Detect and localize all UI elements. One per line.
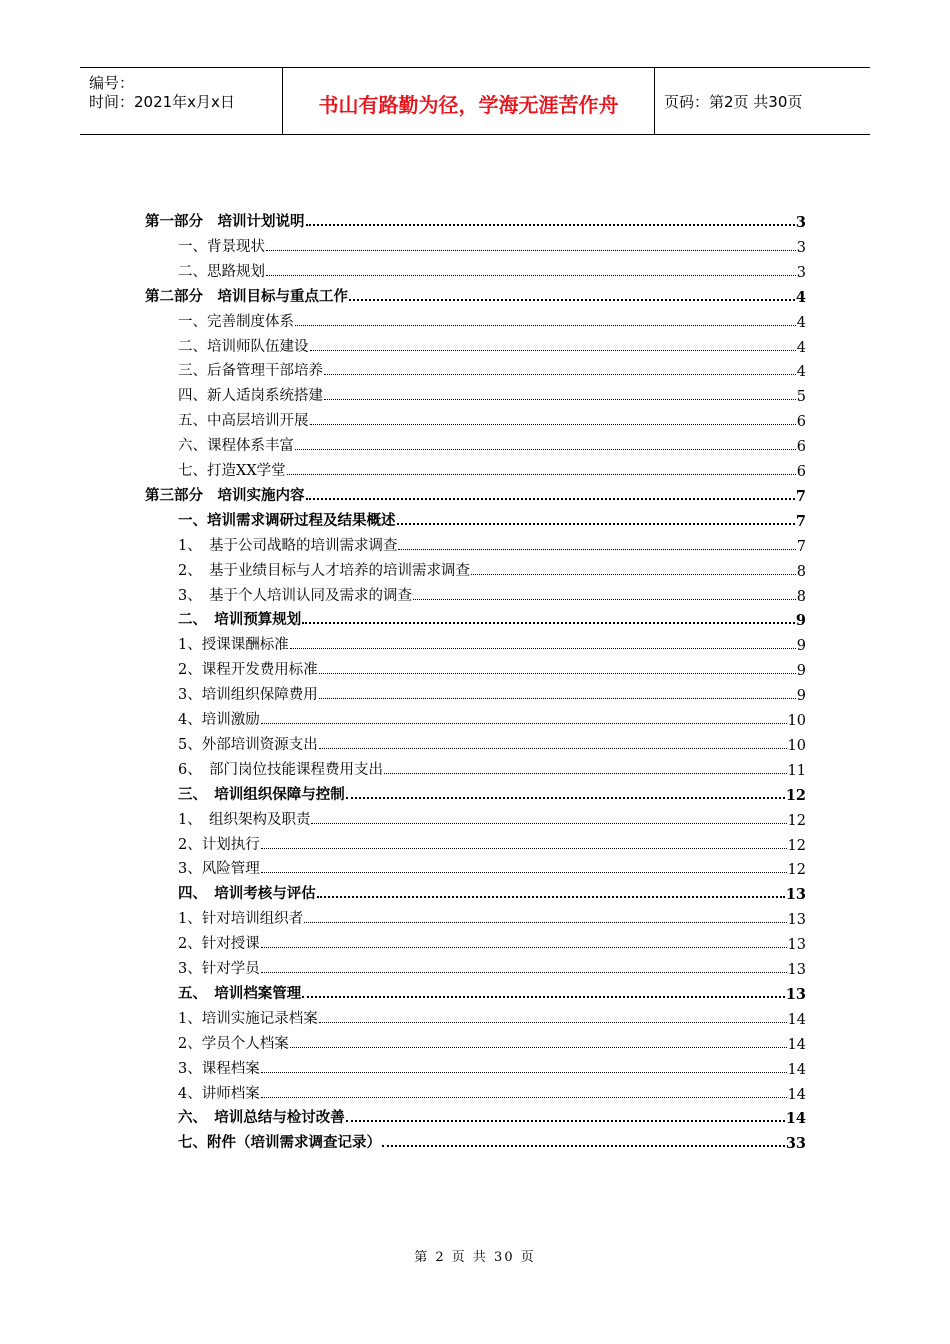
toc-entry-label: 2、计划执行 [178, 836, 260, 853]
toc-entry-label: 六、课程体系丰富 [178, 438, 294, 455]
header-page-info-cell [655, 68, 870, 134]
toc-entry-label: 1、 基于公司战略的培训需求调查 [178, 537, 398, 554]
toc-entry[interactable] [145, 483, 806, 505]
toc-entry-label: 4、讲师档案 [178, 1085, 260, 1102]
toc-entry-page-number: 9 [795, 612, 806, 630]
toc-entry-page-number: 12 [787, 837, 806, 854]
toc-dot-leader [287, 474, 796, 475]
toc-entry-label: 1、针对培训组织者 [178, 911, 304, 928]
toc-entry-label: 2、 基于业绩目标与人才培养的培训需求调查 [178, 562, 470, 579]
toc-dot-leader [398, 549, 795, 550]
toc-entry[interactable] [178, 956, 806, 978]
toc-dot-leader [266, 275, 796, 276]
toc-entry-page-number: 7 [795, 487, 806, 505]
toc-dot-leader [324, 374, 796, 375]
toc-dot-leader [266, 250, 796, 251]
toc-entry-page-number: 12 [787, 862, 806, 879]
toc-entry-page-number: 11 [787, 762, 806, 779]
toc-entry-label: 1、授课课酬标准 [178, 637, 289, 654]
toc-entry-label: 五、 培训档案管理 [178, 984, 302, 1002]
page-footer: 第 2 页 共 30 页 [414, 1250, 536, 1265]
toc-entry-label: 四、 培训考核与评估 [178, 885, 316, 903]
toc-entry-label: 七、附件（培训需求调查记录） [178, 1134, 381, 1152]
toc-dot-leader [306, 498, 795, 500]
document-number-label: 编号： [89, 74, 135, 92]
toc-entry[interactable] [178, 1031, 806, 1053]
toc-entry[interactable] [178, 757, 806, 779]
toc-dot-leader [319, 748, 787, 749]
toc-entry-page-number: 13 [787, 937, 806, 954]
toc-entry-label: 四、新人适岗系统搭建 [178, 388, 323, 405]
toc-entry-label: 一、背景现状 [178, 238, 265, 255]
toc-dot-leader [319, 698, 796, 699]
toc-entry-page-number: 14 [787, 1011, 806, 1028]
toc-entry-label: 二、培训师队伍建设 [178, 338, 309, 355]
toc-entry[interactable] [178, 782, 806, 804]
toc-dot-leader [302, 996, 785, 998]
toc-entry-page-number: 13 [787, 962, 806, 978]
toc-entry[interactable] [178, 383, 806, 405]
toc-entry-page-number: 8 [796, 563, 806, 580]
toc-entry-label: 2、学员个人档案 [178, 1035, 289, 1052]
toc-entry-label: 二、思路规划 [178, 263, 265, 280]
toc-entry[interactable] [145, 209, 806, 231]
toc-entry-page-number: 14 [787, 1086, 806, 1103]
toc-dot-leader [261, 723, 787, 724]
toc-entry-label: 3、风险管理 [178, 861, 260, 878]
toc-dot-leader [324, 399, 796, 400]
toc-entry[interactable] [178, 657, 806, 679]
toc-dot-leader [413, 599, 796, 600]
toc-entry[interactable] [178, 334, 806, 356]
toc-entry-page-number: 7 [796, 538, 806, 555]
toc-entry-page-number: 4 [796, 364, 806, 381]
toc-entry[interactable] [178, 906, 806, 928]
toc-entry-page-number: 10 [787, 713, 806, 729]
toc-dot-leader [471, 574, 796, 575]
toc-dot-leader [382, 1145, 785, 1147]
toc-entry-label: 1、 组织架构及职责 [178, 811, 311, 828]
toc-entry[interactable] [178, 408, 806, 430]
header-page-info: 页码：第2页 共30页 [664, 92, 803, 111]
toc-dot-leader [346, 1120, 785, 1122]
toc-entry-label: 六、 培训总结与检讨改善 [178, 1109, 345, 1127]
toc-entry[interactable] [178, 234, 806, 256]
toc-entry-page-number: 12 [785, 786, 806, 804]
toc-entry-label: 第一部分 培训计划说明 [145, 213, 305, 230]
toc-entry-page-number: 4 [795, 288, 806, 306]
toc-entry[interactable] [145, 284, 806, 306]
toc-entry[interactable] [178, 732, 806, 754]
toc-entry[interactable] [178, 832, 806, 854]
toc-entry[interactable] [178, 931, 806, 953]
toc-dot-leader [319, 1022, 787, 1023]
toc-entry-page-number: 9 [796, 663, 806, 680]
toc-dot-leader [302, 622, 795, 624]
toc-entry-label: 三、 培训组织保障与控制 [178, 785, 345, 803]
toc-entry[interactable] [178, 856, 806, 878]
toc-entry-page-number: 13 [787, 912, 806, 929]
toc-entry-page-number: 4 [796, 339, 806, 356]
toc-dot-leader [290, 648, 796, 649]
toc-dot-leader [261, 972, 787, 973]
toc-entry-label: 3、针对学员 [178, 961, 260, 977]
toc-entry[interactable] [178, 1056, 806, 1078]
toc-entry-label: 二、 培训预算规划 [178, 611, 302, 629]
toc-dot-leader [384, 773, 787, 774]
toc-dot-leader [295, 325, 796, 326]
toc-entry-page-number: 8 [796, 588, 806, 605]
toc-entry-label: 3、课程档案 [178, 1060, 260, 1077]
toc-entry[interactable] [178, 1130, 806, 1152]
toc-entry-page-number: 3 [796, 239, 806, 256]
toc-entry-page-number: 4 [796, 314, 806, 331]
toc-entry-page-number: 6 [796, 414, 806, 431]
toc-dot-leader [310, 350, 796, 351]
toc-entry-label: 1、培训实施记录档案 [178, 1010, 318, 1027]
toc-entry[interactable] [178, 583, 806, 605]
toc-entry[interactable] [178, 981, 806, 1003]
header-meta [80, 68, 283, 134]
toc-entry[interactable] [178, 533, 806, 555]
toc-entry[interactable] [178, 458, 806, 480]
toc-dot-leader [311, 823, 786, 824]
toc-entry-label: 3、培训组织保障费用 [178, 687, 318, 704]
toc-entry-page-number: 5 [796, 389, 806, 406]
document-header [80, 67, 870, 135]
toc-dot-leader [319, 673, 796, 674]
toc-entry[interactable] [178, 1081, 806, 1103]
toc-dot-leader [295, 449, 796, 450]
toc-entry[interactable] [178, 807, 806, 829]
toc-entry-page-number: 14 [787, 1036, 806, 1053]
toc-entry-page-number: 13 [785, 985, 806, 1003]
toc-entry-page-number: 6 [796, 464, 806, 480]
toc-dot-leader [349, 299, 795, 301]
toc-entry-label: 三、后备管理干部培养 [178, 363, 323, 380]
toc-entry-label: 一、完善制度体系 [178, 313, 294, 330]
toc-entry-page-number: 3 [796, 264, 806, 281]
toc-entry-label: 3、 基于个人培训认同及需求的调查 [178, 587, 412, 604]
toc-entry-label: 一、培训需求调研过程及结果概述 [178, 511, 396, 529]
toc-entry-page-number: 9 [796, 688, 806, 705]
toc-entry[interactable] [178, 632, 806, 654]
toc-entry[interactable] [178, 1105, 806, 1127]
toc-dot-leader [261, 1097, 787, 1098]
toc-entry-page-number: 3 [795, 214, 806, 231]
toc-entry-page-number: 7 [795, 512, 806, 530]
toc-entry[interactable] [178, 309, 806, 331]
toc-entry-page-number: 9 [796, 638, 806, 655]
document-time-label: 时间：2021年x月x日 [89, 93, 235, 111]
toc-dot-leader [290, 1047, 787, 1048]
toc-entry[interactable] [178, 707, 806, 729]
header-motto: 书山有路勤为径，学海无涯苦作舟 [318, 92, 619, 117]
toc-entry[interactable] [178, 558, 806, 580]
toc-entry-label: 五、中高层培训开展 [178, 413, 309, 430]
toc-entry[interactable] [178, 508, 806, 530]
toc-dot-leader [346, 797, 785, 799]
toc-dot-leader [261, 947, 787, 948]
toc-dot-leader [261, 872, 787, 873]
toc-entry[interactable] [178, 682, 806, 704]
toc-dot-leader [310, 424, 796, 425]
toc-entry-label: 5、外部培训资源支出 [178, 736, 318, 753]
toc-entry[interactable] [178, 259, 806, 281]
toc-dot-leader [397, 523, 795, 525]
toc-entry-page-number: 33 [785, 1135, 806, 1153]
toc-dot-leader [306, 224, 795, 226]
toc-entry[interactable] [178, 358, 806, 380]
toc-entry-label: 七、打造XX学堂 [178, 463, 286, 479]
toc-dot-leader [261, 848, 787, 849]
toc-dot-leader [261, 1072, 787, 1073]
toc-entry[interactable] [178, 881, 806, 903]
toc-entry-label: 2、针对授课 [178, 936, 260, 953]
toc-entry-label: 2、课程开发费用标准 [178, 662, 318, 679]
toc-entry-page-number: 12 [787, 812, 806, 829]
toc-entry-label: 6、 部门岗位技能课程费用支出 [178, 761, 383, 778]
toc-entry-page-number: 10 [787, 737, 806, 754]
toc-dot-leader [317, 896, 785, 898]
toc-entry-page-number: 6 [796, 439, 806, 456]
toc-entry-label: 第三部分 培训实施内容 [145, 486, 305, 504]
toc-entry-label: 4、培训激励 [178, 712, 260, 728]
toc-entry[interactable] [178, 1006, 806, 1028]
toc-entry[interactable] [178, 607, 806, 629]
toc-entry-label: 第二部分 培训目标与重点工作 [145, 287, 348, 305]
toc-dot-leader [304, 922, 786, 923]
toc-entry-page-number: 13 [785, 886, 806, 904]
toc-entry-page-number: 14 [787, 1061, 806, 1078]
header-motto-cell [283, 68, 655, 134]
toc-entry-page-number: 14 [785, 1110, 806, 1128]
toc-entry[interactable] [178, 433, 806, 455]
